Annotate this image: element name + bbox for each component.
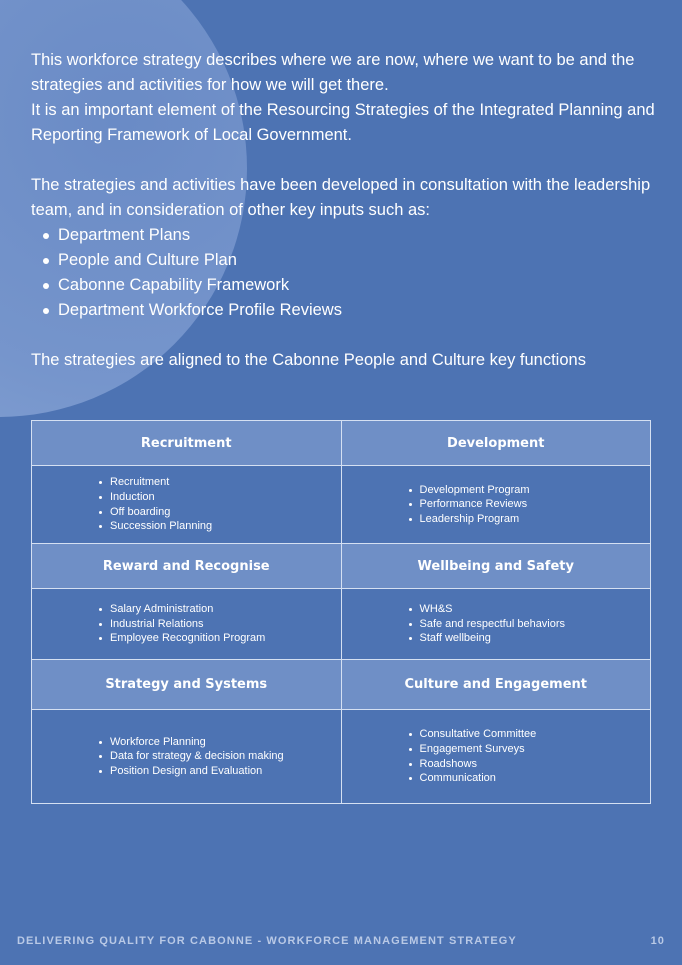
intro-paragraph-4: The strategies are aligned to the Cabonne People and Culture key functions [31, 351, 586, 369]
key-functions-table [31, 420, 651, 804]
strategy-header: Strategy and Systems [32, 660, 342, 710]
list-item: Department Plans [58, 223, 661, 248]
list-item: Position Design and Evaluation [110, 764, 341, 779]
intro-paragraph-1: This workforce strategy describes where we are now, where we want to be and the strategies and activities for how we will get there. [31, 51, 635, 94]
list-item: Data for strategy & decision making [110, 749, 341, 764]
list-item: Communication [420, 771, 651, 786]
list-item: WH&S [420, 602, 651, 617]
strategy-cell [32, 710, 342, 804]
culture-cell [341, 710, 651, 804]
page-number: 10 [650, 935, 665, 947]
list-item: Employee Recognition Program [110, 631, 341, 646]
reward-cell [32, 589, 342, 660]
intro-section [31, 48, 661, 373]
list-item: Engagement Surveys [420, 742, 651, 757]
list-item: Department Workforce Profile Reviews [58, 298, 661, 323]
key-inputs-list [31, 223, 661, 323]
list-item: Leadership Program [420, 512, 651, 527]
reward-header: Reward and Recognise [32, 544, 342, 589]
culture-header: Culture and Engagement [341, 660, 651, 710]
list-item: Roadshows [420, 757, 651, 772]
list-item: Off boarding [110, 505, 341, 520]
list-item: Succession Planning [110, 519, 341, 534]
list-item: Workforce Planning [110, 735, 341, 750]
recruitment-header: Recruitment [32, 421, 342, 466]
page-footer [17, 935, 665, 947]
list-item: People and Culture Plan [58, 248, 661, 273]
list-item: Development Program [420, 483, 651, 498]
intro-paragraph-3: The strategies and activities have been developed in consultation with the leadership team, and in consideration of other key inputs such as: [31, 176, 651, 219]
wellbeing-header: Wellbeing and Safety [341, 544, 651, 589]
list-item: Recruitment [110, 475, 341, 490]
list-item: Consultative Committee [420, 727, 651, 742]
recruitment-cell [32, 466, 342, 544]
footer-title: DELIVERING QUALITY FOR CABONNE - WORKFORCE MANAGEMENT STRATEGY [17, 935, 517, 947]
wellbeing-cell [341, 589, 651, 660]
list-item: Salary Administration [110, 602, 341, 617]
list-item: Performance Reviews [420, 497, 651, 512]
list-item: Safe and respectful behaviors [420, 617, 651, 632]
list-item: Induction [110, 490, 341, 505]
list-item: Industrial Relations [110, 617, 341, 632]
list-item: Cabonne Capability Framework [58, 273, 661, 298]
development-header: Development [341, 421, 651, 466]
list-item: Staff wellbeing [420, 631, 651, 646]
development-cell [341, 466, 651, 544]
intro-paragraph-2: It is an important element of the Resourcing Strategies of the Integrated Planning and Reporting Framework of Local Government. [31, 101, 655, 144]
